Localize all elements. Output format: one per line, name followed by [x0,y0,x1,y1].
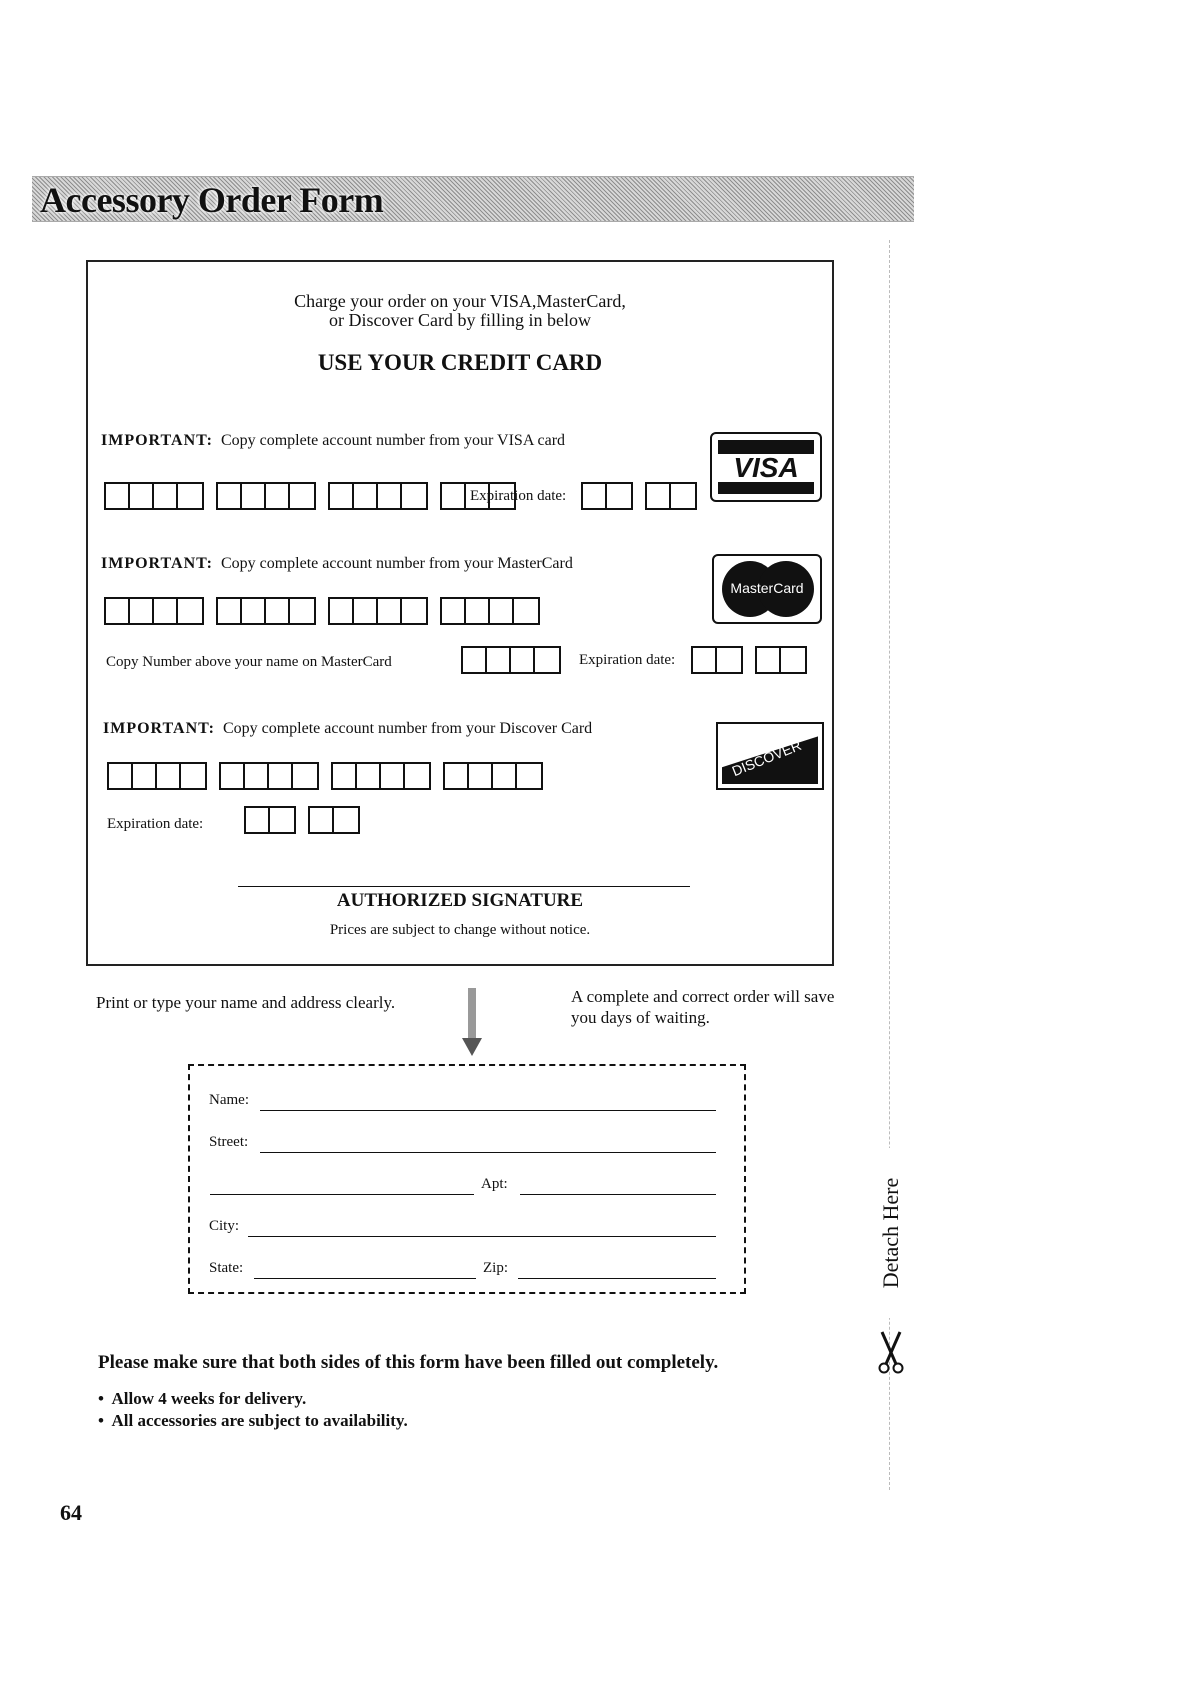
detach-label-wrap [866,1150,914,1320]
discover-expiration-label: Expiration date: [107,816,204,832]
visa-number-group-2[interactable] [216,482,316,510]
zip-label: Zip: [483,1260,508,1276]
discover-number-group-3[interactable] [331,762,431,790]
signature-line[interactable] [238,886,690,887]
mastercard-exp-year[interactable] [755,646,807,674]
discover-logo: DISCOVER [716,722,824,790]
apt-label: Apt: [481,1176,508,1192]
visa-expiration-boxes [581,482,697,510]
mastercard-number-group-3[interactable] [328,597,428,625]
mastercard-name-number-group[interactable] [461,646,561,674]
visa-number-boxes [104,482,516,510]
visa-instruction-text: Copy complete account number from your VISA card [220,432,566,449]
city-field[interactable] [248,1236,716,1237]
mastercard-number-boxes [104,597,540,625]
mastercard-number-group-2[interactable] [216,597,316,625]
price-notice: Prices are subject to change without notice. [329,922,591,938]
mastercard-number-group-4[interactable] [440,597,540,625]
state-field[interactable] [254,1278,476,1279]
discover-number-group-4[interactable] [443,762,543,790]
form-title: Accessory Order Form [40,180,384,220]
mastercard-exp-month[interactable] [691,646,743,674]
visa-instruction [101,432,565,450]
mastercard-expiration-label: Expiration date: [579,652,676,668]
mastercard-logo: MasterCard [712,554,822,624]
credit-card-heading: USE YOUR CREDIT CARD [317,350,603,375]
name-field[interactable] [260,1110,716,1111]
visa-number-group-3[interactable] [328,482,428,510]
street-field[interactable] [260,1152,716,1153]
bullet-item: • Allow 4 weeks for delivery. [98,1389,307,1408]
mastercard-instruction [101,555,573,573]
completion-notice: Please make sure that both sides of this form have been filled out completely. [98,1352,719,1373]
visa-exp-year[interactable] [645,482,697,510]
page-number: 64 [60,1500,82,1525]
detach-label: Detach Here [878,1148,904,1318]
bullet-item: • All accessories are subject to availability. [98,1411,408,1430]
discover-number-group-1[interactable] [107,762,207,790]
discover-instruction [103,720,592,738]
visa-logo: VISA [710,432,822,502]
apt-field[interactable] [520,1194,716,1195]
street-label: Street: [209,1134,249,1150]
visa-important-label: IMPORTANT: [101,432,213,449]
complete-order-note: A complete and correct order will save you days of waiting. [571,987,835,1027]
name-label: Name: [209,1092,249,1108]
mastercard-important-label: IMPORTANT: [101,555,213,572]
header-band [32,176,914,222]
address-box [188,1064,746,1294]
intro-line-2: or Discover Card by filling in below [329,310,591,330]
print-instruction: Print or type your name and address clearly. [96,993,396,1012]
mastercard-copy-number-label: Copy Number above your name on MasterCard [106,654,392,670]
intro-text [86,292,834,330]
discover-number-group-2[interactable] [219,762,319,790]
state-label: State: [209,1260,244,1276]
footer-bullets [98,1388,408,1432]
discover-expiration-boxes [244,806,360,834]
down-arrow-icon [460,988,484,1056]
discover-number-boxes [107,762,543,790]
visa-exp-month[interactable] [581,482,633,510]
scissors-icon [876,1330,906,1374]
discover-exp-month[interactable] [244,806,296,834]
mastercard-number-group-1[interactable] [104,597,204,625]
street-line-2-field[interactable] [210,1194,474,1195]
discover-exp-year[interactable] [308,806,360,834]
mastercard-instruction-text: Copy complete account number from your MasterCard [220,555,573,572]
discover-instruction-text: Copy complete account number from your Discover Card [222,720,593,737]
visa-expiration-label: Expiration date: [470,488,567,504]
mastercard-expiration-boxes [691,646,807,674]
zip-field[interactable] [518,1278,716,1279]
city-label: City: [209,1218,240,1234]
discover-important-label: IMPORTANT: [103,720,215,737]
signature-label: AUTHORIZED SIGNATURE [336,890,584,911]
intro-line-1: Charge your order on your VISA,MasterCard, [294,291,626,311]
mastercard-name-number-boxes [461,646,561,674]
visa-number-group-1[interactable] [104,482,204,510]
